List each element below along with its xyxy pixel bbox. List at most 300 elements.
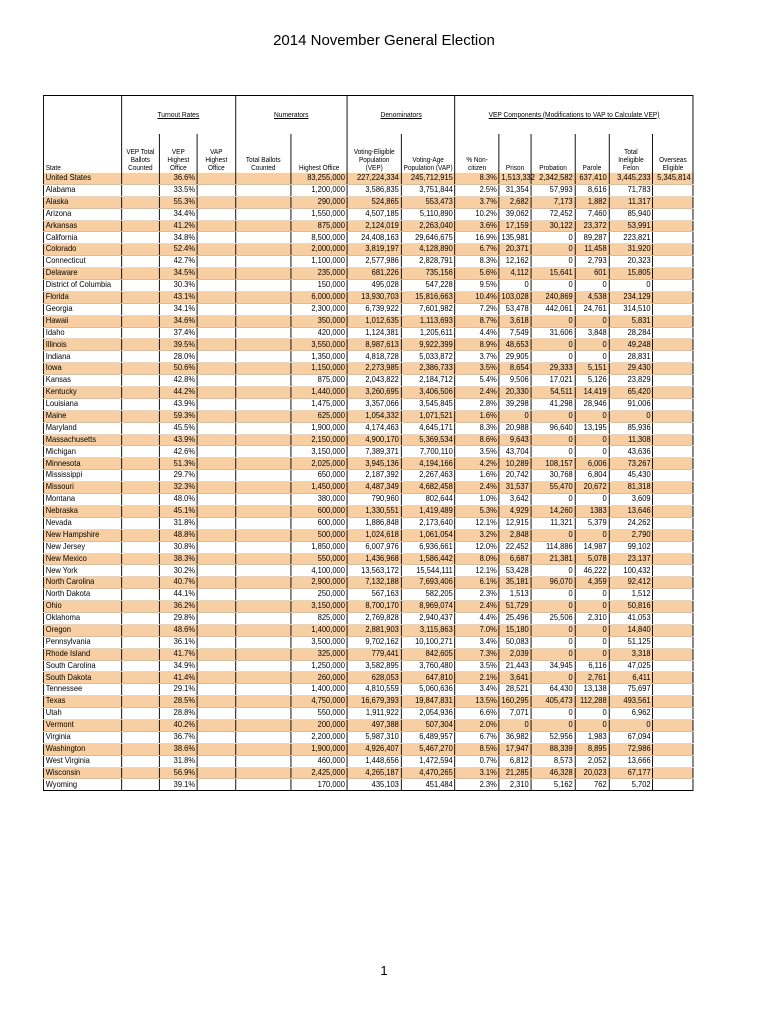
table-cell: [121, 743, 159, 755]
table-cell: 325,000: [291, 648, 347, 660]
table-row: [43, 315, 693, 327]
state-name-cell: West Virginia: [43, 755, 121, 767]
table-cell: [197, 505, 235, 517]
table-cell: 5,162: [531, 779, 575, 791]
table-cell: 20,323: [609, 256, 653, 268]
table-cell: 34.1%: [159, 303, 197, 315]
table-cell: 31.8%: [159, 755, 197, 767]
table-cell: [653, 410, 693, 422]
table-cell: 0: [575, 648, 609, 660]
table-cell: 4,900,170: [347, 434, 401, 446]
table-cell: [235, 232, 291, 244]
table-cell: 8,987,613: [347, 339, 401, 351]
table-cell: 6,804: [575, 470, 609, 482]
table-cell: 350,000: [291, 315, 347, 327]
table-cell: [197, 708, 235, 720]
table-cell: 108,157: [531, 458, 575, 470]
table-cell: [197, 684, 235, 696]
table-cell: 1,024,618: [347, 529, 401, 541]
table-cell: 681,226: [347, 268, 401, 280]
table-cell: 4,538: [575, 291, 609, 303]
table-cell: 29,646,675: [401, 232, 455, 244]
table-cell: [121, 327, 159, 339]
table-cell: 3.2%: [455, 529, 499, 541]
table-cell: [121, 505, 159, 517]
table-cell: [121, 731, 159, 743]
table-cell: 28,284: [609, 327, 653, 339]
table-cell: [235, 351, 291, 363]
table-cell: 3.4%: [455, 636, 499, 648]
table-cell: [235, 482, 291, 494]
table-cell: [197, 612, 235, 624]
table-cell: 0: [531, 636, 575, 648]
table-cell: 3.7%: [455, 351, 499, 363]
table-cell: 34.8%: [159, 232, 197, 244]
table-cell: 6,962: [609, 708, 653, 720]
table-cell: [235, 446, 291, 458]
table-cell: 3.1%: [455, 767, 499, 779]
table-cell: 637,410: [575, 173, 609, 184]
table-cell: 3,642: [499, 494, 531, 506]
table-cell: 7.3%: [455, 648, 499, 660]
table-cell: [121, 684, 159, 696]
state-name-cell: Arizona: [43, 208, 121, 220]
table-cell: 10,289: [499, 458, 531, 470]
table-cell: [235, 422, 291, 434]
table-cell: 160,295: [499, 696, 531, 708]
table-cell: [235, 565, 291, 577]
table-cell: [653, 470, 693, 482]
table-cell: [235, 184, 291, 196]
table-cell: [197, 458, 235, 470]
table-cell: 15,544,111: [401, 565, 455, 577]
table-cell: 39.5%: [159, 339, 197, 351]
table-cell: 1,330,551: [347, 505, 401, 517]
table-cell: [197, 624, 235, 636]
table-row: [43, 517, 693, 529]
table-cell: 4,810,559: [347, 684, 401, 696]
table-cell: [235, 731, 291, 743]
table-cell: 550,000: [291, 553, 347, 565]
table-cell: 290,000: [291, 196, 347, 208]
state-name-cell: Louisiana: [43, 398, 121, 410]
table-row: [43, 577, 693, 589]
table-cell: [235, 743, 291, 755]
table-cell: 4,645,171: [401, 422, 455, 434]
table-cell: [197, 470, 235, 482]
table-cell: 420,000: [291, 327, 347, 339]
table-cell: 842,605: [401, 648, 455, 660]
table-cell: 100,432: [609, 565, 653, 577]
table-cell: 223,821: [609, 232, 653, 244]
table-row: [43, 565, 693, 577]
table-cell: 1,400,000: [291, 624, 347, 636]
state-name-cell: Vermont: [43, 719, 121, 731]
table-cell: 3,545,845: [401, 398, 455, 410]
table-cell: 12,915: [499, 517, 531, 529]
table-cell: 0: [531, 648, 575, 660]
table-cell: 0: [531, 719, 575, 731]
state-name-cell: Kansas: [43, 375, 121, 387]
table-cell: 5,831: [609, 315, 653, 327]
table-cell: 6,812: [499, 755, 531, 767]
table-cell: [121, 779, 159, 791]
table-cell: 4,265,187: [347, 767, 401, 779]
table-cell: [235, 624, 291, 636]
table-cell: 600,000: [291, 505, 347, 517]
table-cell: [197, 648, 235, 660]
table-cell: 1.6%: [455, 470, 499, 482]
table-cell: [653, 363, 693, 375]
table-row: [43, 731, 693, 743]
table-cell: 8.3%: [455, 173, 499, 184]
table-cell: 790,960: [347, 494, 401, 506]
table-cell: 2,769,828: [347, 612, 401, 624]
table-cell: [121, 755, 159, 767]
table-cell: 7,071: [499, 708, 531, 720]
table-cell: 29,333: [531, 363, 575, 375]
table-cell: 2.4%: [455, 482, 499, 494]
table-cell: 8.3%: [455, 422, 499, 434]
table-cell: [121, 184, 159, 196]
table-cell: 17,947: [499, 743, 531, 755]
table-cell: [653, 434, 693, 446]
table-cell: 1,071,521: [401, 410, 455, 422]
table-cell: 250,000: [291, 589, 347, 601]
table-cell: 8.9%: [455, 339, 499, 351]
column-header: VEP Highest Office: [159, 134, 197, 173]
table-cell: 1,882: [575, 196, 609, 208]
table-cell: 2,187,392: [347, 470, 401, 482]
table-row: [43, 280, 693, 292]
table-row: [43, 601, 693, 613]
table-cell: 2,150,000: [291, 434, 347, 446]
table-cell: 20,023: [575, 767, 609, 779]
table-cell: 1,250,000: [291, 660, 347, 672]
table-cell: [121, 410, 159, 422]
state-name-cell: North Carolina: [43, 577, 121, 589]
table-row: [43, 708, 693, 720]
table-cell: 6.7%: [455, 244, 499, 256]
table-cell: 2,310: [575, 612, 609, 624]
table-row: [43, 541, 693, 553]
table-cell: 0: [609, 280, 653, 292]
table-cell: 553,473: [401, 196, 455, 208]
table-cell: [235, 410, 291, 422]
table-cell: [653, 327, 693, 339]
table-cell: 3.6%: [455, 220, 499, 232]
table-cell: 0: [499, 410, 531, 422]
table-row: [43, 410, 693, 422]
table-cell: 42.6%: [159, 446, 197, 458]
table-cell: [235, 767, 291, 779]
table-cell: 2,263,040: [401, 220, 455, 232]
table-cell: 91,006: [609, 398, 653, 410]
table-cell: 5,126: [575, 375, 609, 387]
table-cell: 45,430: [609, 470, 653, 482]
table-cell: [235, 256, 291, 268]
table-cell: 34.6%: [159, 315, 197, 327]
table-cell: 59.3%: [159, 410, 197, 422]
table-cell: [197, 232, 235, 244]
table-cell: [121, 458, 159, 470]
table-cell: [197, 577, 235, 589]
table-cell: 493,561: [609, 696, 653, 708]
table-body: [43, 173, 693, 791]
table-cell: [653, 458, 693, 470]
table-cell: 2,173,640: [401, 517, 455, 529]
table-cell: 71,783: [609, 184, 653, 196]
table-cell: [121, 470, 159, 482]
table-cell: [235, 268, 291, 280]
column-header: Voting-Eligible Population (VEP): [347, 134, 401, 173]
table-cell: [197, 315, 235, 327]
table-row: [43, 529, 693, 541]
table-cell: 1,400,000: [291, 684, 347, 696]
state-name-cell: North Dakota: [43, 589, 121, 601]
table-cell: 43,636: [609, 446, 653, 458]
table-cell: 38.3%: [159, 553, 197, 565]
table-cell: 0: [531, 339, 575, 351]
table-cell: 735,156: [401, 268, 455, 280]
table-cell: [235, 280, 291, 292]
table-cell: [197, 291, 235, 303]
table-cell: 0: [575, 280, 609, 292]
table-cell: 31,920: [609, 244, 653, 256]
table-cell: [121, 541, 159, 553]
table-cell: 3,318: [609, 648, 653, 660]
table-cell: 2,267,463: [401, 470, 455, 482]
table-cell: [653, 517, 693, 529]
table-cell: [235, 529, 291, 541]
table-cell: 3,550,000: [291, 339, 347, 351]
table-cell: 7,460: [575, 208, 609, 220]
table-cell: [197, 351, 235, 363]
table-cell: 7,173: [531, 196, 575, 208]
state-name-cell: Connecticut: [43, 256, 121, 268]
table-cell: [653, 446, 693, 458]
table-cell: 43.1%: [159, 291, 197, 303]
table-cell: 44.2%: [159, 387, 197, 399]
state-name-cell: Arkansas: [43, 220, 121, 232]
table-cell: 19,847,831: [401, 696, 455, 708]
table-cell: [197, 755, 235, 767]
table-cell: 875,000: [291, 220, 347, 232]
table-cell: [235, 387, 291, 399]
table-cell: 2.4%: [455, 387, 499, 399]
table-cell: 9,643: [499, 434, 531, 446]
state-name-cell: Nebraska: [43, 505, 121, 517]
table-cell: 47,025: [609, 660, 653, 672]
table-cell: [197, 660, 235, 672]
table-cell: 1,448,656: [347, 755, 401, 767]
column-header: Overseas Eligible: [653, 134, 693, 173]
table-cell: [121, 363, 159, 375]
table-cell: 234,129: [609, 291, 653, 303]
table-cell: 5.6%: [455, 268, 499, 280]
table-cell: 1,586,442: [401, 553, 455, 565]
table-cell: 4,818,728: [347, 351, 401, 363]
group-header-numerators: Numerators: [235, 96, 347, 135]
table-cell: 11,321: [531, 517, 575, 529]
table-cell: 7,693,406: [401, 577, 455, 589]
table-cell: [235, 589, 291, 601]
table-cell: 2,900,000: [291, 577, 347, 589]
table-cell: [235, 505, 291, 517]
table-cell: 8.6%: [455, 434, 499, 446]
table-cell: [653, 398, 693, 410]
table-cell: [197, 256, 235, 268]
table-cell: [197, 327, 235, 339]
state-name-cell: Virginia: [43, 731, 121, 743]
state-name-cell: Hawaii: [43, 315, 121, 327]
table-cell: [197, 482, 235, 494]
table-cell: [197, 601, 235, 613]
table-cell: 1,350,000: [291, 351, 347, 363]
table-row: [43, 755, 693, 767]
column-header: VEP Total Ballots Counted: [121, 134, 159, 173]
table-cell: 2,761: [575, 672, 609, 684]
table-cell: 3,150,000: [291, 446, 347, 458]
table-cell: [235, 173, 291, 184]
table-cell: 3.4%: [455, 684, 499, 696]
table-cell: 5,078: [575, 553, 609, 565]
table-cell: [197, 208, 235, 220]
table-cell: [121, 375, 159, 387]
table-cell: 22,452: [499, 541, 531, 553]
table-cell: 547,228: [401, 280, 455, 292]
table-cell: 13,195: [575, 422, 609, 434]
table-cell: [121, 601, 159, 613]
table-cell: [197, 446, 235, 458]
table-cell: 9,922,399: [401, 339, 455, 351]
table-cell: [121, 303, 159, 315]
table-cell: 50.6%: [159, 363, 197, 375]
table-cell: 1,012,635: [347, 315, 401, 327]
table-cell: 8,573: [531, 755, 575, 767]
table-cell: 3,945,136: [347, 458, 401, 470]
table-cell: 29.8%: [159, 612, 197, 624]
table-cell: 6.1%: [455, 577, 499, 589]
table-cell: 29,430: [609, 363, 653, 375]
state-name-cell: United States: [43, 173, 121, 184]
table-cell: 34.4%: [159, 208, 197, 220]
table-cell: 0: [575, 351, 609, 363]
table-row: [43, 268, 693, 280]
table-cell: 88,339: [531, 743, 575, 755]
table-row: [43, 291, 693, 303]
table-cell: 2,054,936: [401, 708, 455, 720]
table-cell: 647,810: [401, 672, 455, 684]
table-cell: [235, 612, 291, 624]
table-cell: [653, 303, 693, 315]
table-cell: 72,986: [609, 743, 653, 755]
table-cell: 4.2%: [455, 458, 499, 470]
table-cell: 24,262: [609, 517, 653, 529]
table-cell: 0: [575, 339, 609, 351]
table-cell: 6.6%: [455, 708, 499, 720]
table-cell: [653, 577, 693, 589]
table-cell: [121, 494, 159, 506]
table-cell: 25,506: [531, 612, 575, 624]
table-cell: 2,793: [575, 256, 609, 268]
table-cell: 7,549: [499, 327, 531, 339]
table-cell: 0: [531, 244, 575, 256]
state-name-cell: Mississippi: [43, 470, 121, 482]
table-cell: 0: [531, 672, 575, 684]
table-cell: 625,000: [291, 410, 347, 422]
column-header: Prison: [499, 134, 531, 173]
table-cell: 0: [575, 589, 609, 601]
table-cell: 114,886: [531, 541, 575, 553]
table-cell: 650,000: [291, 470, 347, 482]
table-row: [43, 767, 693, 779]
table-cell: [653, 708, 693, 720]
table-cell: 0: [531, 280, 575, 292]
state-name-cell: Georgia: [43, 303, 121, 315]
table-row: [43, 779, 693, 791]
table-cell: 5,379: [575, 517, 609, 529]
table-cell: 762: [575, 779, 609, 791]
table-cell: 2.4%: [455, 601, 499, 613]
table-cell: 5,345,814: [653, 173, 693, 184]
table-cell: 39,062: [499, 208, 531, 220]
table-cell: 1,113,693: [401, 315, 455, 327]
table-cell: 0: [531, 708, 575, 720]
table-cell: 30.8%: [159, 541, 197, 553]
table-cell: [197, 779, 235, 791]
table-cell: 1.0%: [455, 494, 499, 506]
table-cell: 73,267: [609, 458, 653, 470]
table-cell: 550,000: [291, 708, 347, 720]
table-cell: 4,929: [499, 505, 531, 517]
table-cell: 21,381: [531, 553, 575, 565]
table-cell: 442,061: [531, 303, 575, 315]
state-name-cell: District of Columbia: [43, 280, 121, 292]
table-cell: [121, 565, 159, 577]
table-cell: 2,000,000: [291, 244, 347, 256]
table-cell: 36.1%: [159, 636, 197, 648]
table-cell: 2.8%: [455, 398, 499, 410]
table-cell: [197, 553, 235, 565]
table-cell: [197, 363, 235, 375]
table-cell: 31,354: [499, 184, 531, 196]
table-cell: [197, 196, 235, 208]
table-cell: 1,911,922: [347, 708, 401, 720]
table-cell: 35,181: [499, 577, 531, 589]
table-cell: [235, 327, 291, 339]
table-cell: [121, 339, 159, 351]
table-cell: 7,700,110: [401, 446, 455, 458]
table-cell: 1,440,000: [291, 387, 347, 399]
table-cell: [653, 696, 693, 708]
table-cell: 14,260: [531, 505, 575, 517]
table-cell: 31,537: [499, 482, 531, 494]
table-cell: 0: [531, 601, 575, 613]
table-cell: 4.4%: [455, 327, 499, 339]
column-header: State: [43, 134, 121, 173]
table-cell: 3,582,895: [347, 660, 401, 672]
table-cell: 601: [575, 268, 609, 280]
table-cell: 42.7%: [159, 256, 197, 268]
table-cell: 1,850,000: [291, 541, 347, 553]
table-cell: 9.5%: [455, 280, 499, 292]
table-cell: 7,132,188: [347, 577, 401, 589]
table-cell: 41,053: [609, 612, 653, 624]
table-row: [43, 184, 693, 196]
table-cell: 0: [575, 494, 609, 506]
table-cell: 6,687: [499, 553, 531, 565]
